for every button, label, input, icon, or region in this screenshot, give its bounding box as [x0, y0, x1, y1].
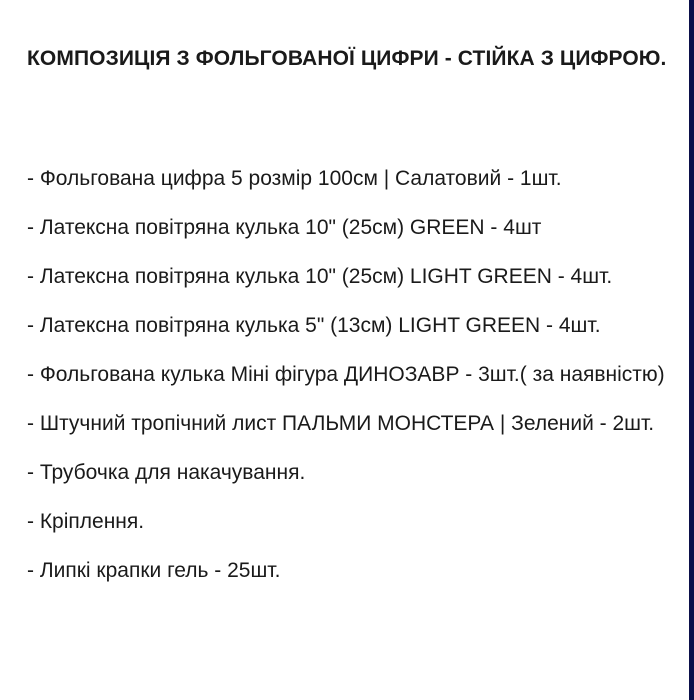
product-description — [27, 40, 677, 582]
list-item: - Латексна повітряна кулька 10" (25см) GREEN - 4шт — [27, 216, 542, 239]
item-list — [27, 162, 677, 603]
list-item: - Штучний тропічний лист ПАЛЬМИ МОНСТЕРА | Зелений - 2шт. — [27, 412, 655, 435]
list-item: - Латексна повітряна кулька 10" (25см) LIGHT GREEN - 4шт. — [27, 265, 613, 288]
list-item: - Фольгована цифра 5 розмір 100см | Салатовий - 1шт. — [27, 167, 562, 190]
page-title: КОМПОЗИЦІЯ З ФОЛЬГОВАНОЇ ЦИФРИ - СТІЙКА З ЦИФРОЮ. — [27, 47, 667, 70]
list-item: - Латексна повітряна кулька 5" (13см) LIGHT GREEN - 4шт. — [27, 314, 601, 337]
list-item: - Фольгована кулька Міні фігура ДИНОЗАВР - 3шт.( за наявністю) — [27, 363, 665, 386]
list-item: - Липкі крапки гель - 25шт. — [27, 559, 281, 582]
list-item: - Кріплення. — [27, 510, 145, 533]
list-item: - Трубочка для накачування. — [27, 461, 306, 484]
window-edge — [689, 0, 694, 700]
